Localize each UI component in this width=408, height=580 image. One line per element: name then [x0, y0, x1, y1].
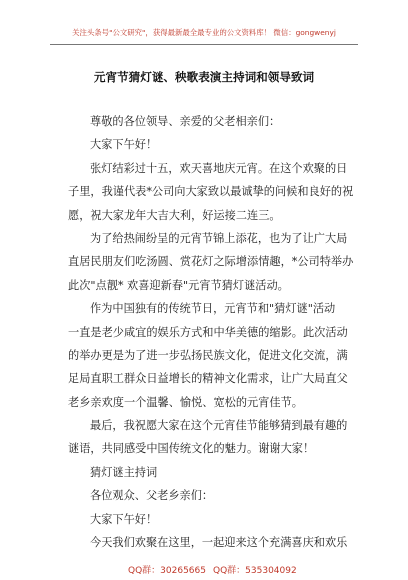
footer-qq-group-1: QQ群：30265665	[128, 566, 206, 576]
body-line: 张灯结彩过十五，欢天喜地庆元宵。在这个欢聚的日	[90, 161, 348, 175]
document-body	[68, 110, 354, 554]
body-line: 子里，我谨代表*公司向大家致以最诚挚的问候和良好的祝	[68, 185, 354, 199]
body-line: 大家下午好！	[90, 512, 158, 526]
body-line: 足局直职工群众日益增长的精神文化需求，让广大局直父	[68, 372, 348, 386]
body-line: 的举办更是为了进一步弘扬民族文化，促进文化交流，满	[68, 348, 348, 362]
body-line: 今天我们欢聚在这里，一起迎来这个充满喜庆和欢乐	[90, 536, 348, 550]
document-title: 元宵节猜灯谜、秧歌表演主持词和领导致词	[93, 70, 315, 84]
body-line: 直居民朋友们吃汤圆、赏花灯之际增添情趣，*公司特举办	[68, 255, 354, 269]
body-line: 作为中国独有的传统节日，元宵节和"猜灯谜"活动	[90, 302, 336, 316]
header-banner: 关注头条号"公文研究"，获得最新最全最专业的公文资料库！ 微信：gongwenyj	[72, 28, 336, 37]
body-line: 尊敬的各位领导、亲爱的父老相亲们：	[90, 115, 281, 128]
body-line: 为了给热闹纷呈的元宵节锦上添花，也为了让广大局	[90, 231, 348, 245]
body-line: 谜语，共同感受中国传统文化的魅力。谢谢大家！	[68, 442, 315, 456]
body-line: 各位观众、父老乡亲们：	[90, 489, 214, 503]
body-line: 最后，我祝愿大家在这个元宵佳节能够猜到最有趣的	[90, 419, 348, 433]
body-line: 老乡亲欢度一个温馨、愉悦、宽松的元宵佳节。	[68, 395, 303, 409]
body-line: 此次"点靓* 欢喜迎新春"元宵节猜灯谜活动。	[68, 278, 289, 292]
body-line: 一直是老少咸宜的娱乐方式和中华美德的缩影。此次活动	[68, 325, 348, 339]
footer-qq-group-2: QQ群：535304092	[213, 566, 297, 576]
header-divider	[50, 44, 358, 45]
body-line: 大家下午好！	[90, 138, 158, 152]
body-line: 猜灯谜主持词	[90, 465, 158, 479]
body-line: 愿，祝大家龙年大吉大利，好运接二连三。	[68, 208, 281, 222]
